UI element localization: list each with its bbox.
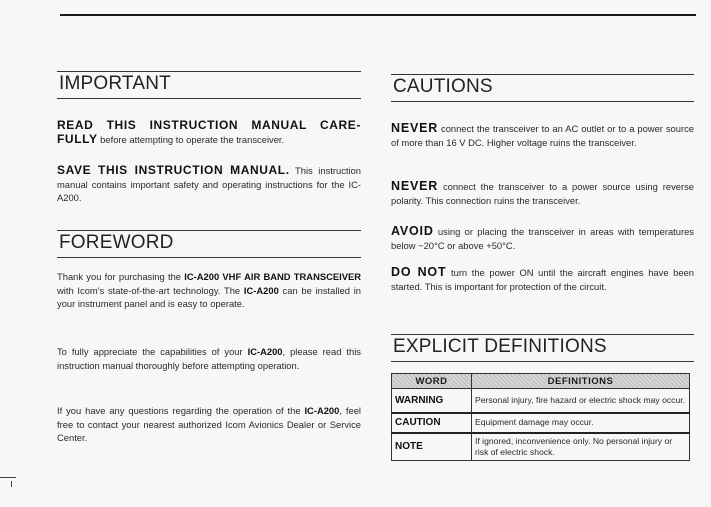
caution-4-text: turn the power ON until the aircraft engines have been started. This is important for protection of the circuit. — [391, 267, 694, 292]
save-manual-rest: This instruction manual contains important safety and operating instructions for the IC-A200. — [57, 165, 362, 203]
important-heading — [57, 71, 361, 99]
definitions-heading — [391, 334, 694, 362]
foreword-p1-text: can be installed in your instrument panel and is easy to operate. — [57, 284, 362, 309]
save-manual-paragraph — [57, 164, 361, 205]
caution-definition: Equipment damage may occur. — [472, 413, 690, 433]
definitions-table — [391, 373, 690, 461]
page-corner-mark — [0, 477, 16, 478]
caution-3-lead: AVOID — [391, 224, 434, 238]
definitions-column-header: DEFINITIONS — [472, 374, 690, 389]
foreword-p1-text: Thank you for purchasing the — [57, 271, 185, 282]
foreword-heading — [57, 230, 361, 258]
caution-3-text: using or placing the transceiver in areas with temperatures below −20°C or above +50°C. — [391, 226, 694, 251]
model-name-bold: IC-A200 VHF AIR BAND TRANSCEIVER — [184, 271, 362, 282]
caution-word: CAUTION — [392, 413, 472, 433]
table-row — [392, 433, 690, 461]
important-heading-text: IMPORTANT — [59, 73, 171, 94]
definitions-heading-text: EXPLICIT DEFINITIONS — [393, 336, 607, 357]
foreword-heading-text: FOREWORD — [59, 232, 174, 253]
cautions-heading — [391, 74, 694, 102]
definitions-header-row — [392, 374, 690, 389]
read-manual-paragraph — [57, 119, 361, 146]
foreword-paragraph-1 — [57, 270, 361, 311]
note-definition: If ignored, inconvenience only. No personal injury or risk of electric shock. — [472, 433, 690, 461]
read-manual-lead: READ THIS INSTRUCTION MANUAL CARE-FULLY — [57, 118, 361, 146]
cautions-heading-text: CAUTIONS — [393, 76, 493, 97]
note-word: NOTE — [392, 433, 472, 461]
foreword-p3-text: , feel free to contact your nearest authorized Icom Avionics Dealer or Service Center. — [57, 405, 361, 443]
foreword-p2-text: , please read this instruction manual thoroughly before attempting operation. — [57, 346, 361, 371]
foreword-p3-text: If you have any questions regarding the operation of the — [57, 405, 305, 416]
model-name-bold: IC-A200 — [243, 284, 279, 296]
top-rule — [60, 14, 696, 16]
read-manual-rest: before attempting to operate the transceiver. — [97, 133, 285, 145]
caution-1-lead: NEVER — [391, 121, 439, 135]
foreword-p1-text: with Icom's state-of-the-art technology. The — [57, 284, 244, 296]
warning-definition: Personal injury, fire hazard or electric shock may occur. — [472, 389, 690, 413]
page-number — [11, 481, 12, 487]
foreword-paragraph-3 — [57, 404, 361, 445]
word-column-header: WORD — [392, 374, 472, 389]
table-row — [392, 389, 690, 413]
caution-2-lead: NEVER — [391, 179, 439, 193]
caution-1-text: connect the transceiver to an AC outlet or to a power source of more than 16 V DC. Higher voltage ruins the transceiver. — [391, 123, 694, 148]
model-name-bold: IC-A200 — [247, 346, 283, 357]
model-name-bold: IC-A200 — [304, 405, 340, 416]
foreword-paragraph-2 — [57, 345, 361, 372]
foreword-p2-text: To fully appreciate the capabilities of your — [57, 346, 248, 357]
caution-2 — [391, 180, 694, 207]
caution-2-text: connect the transceiver to a power source using reverse polarity. This connection ruins the transceiver. — [391, 181, 694, 206]
caution-4-lead: DO NOT — [391, 265, 447, 279]
save-manual-lead: SAVE THIS INSTRUCTION MANUAL. — [57, 163, 290, 177]
caution-3 — [391, 225, 694, 252]
table-row — [392, 413, 690, 433]
caution-4 — [391, 266, 694, 293]
caution-1 — [391, 122, 694, 149]
warning-word: WARNING — [392, 389, 472, 413]
